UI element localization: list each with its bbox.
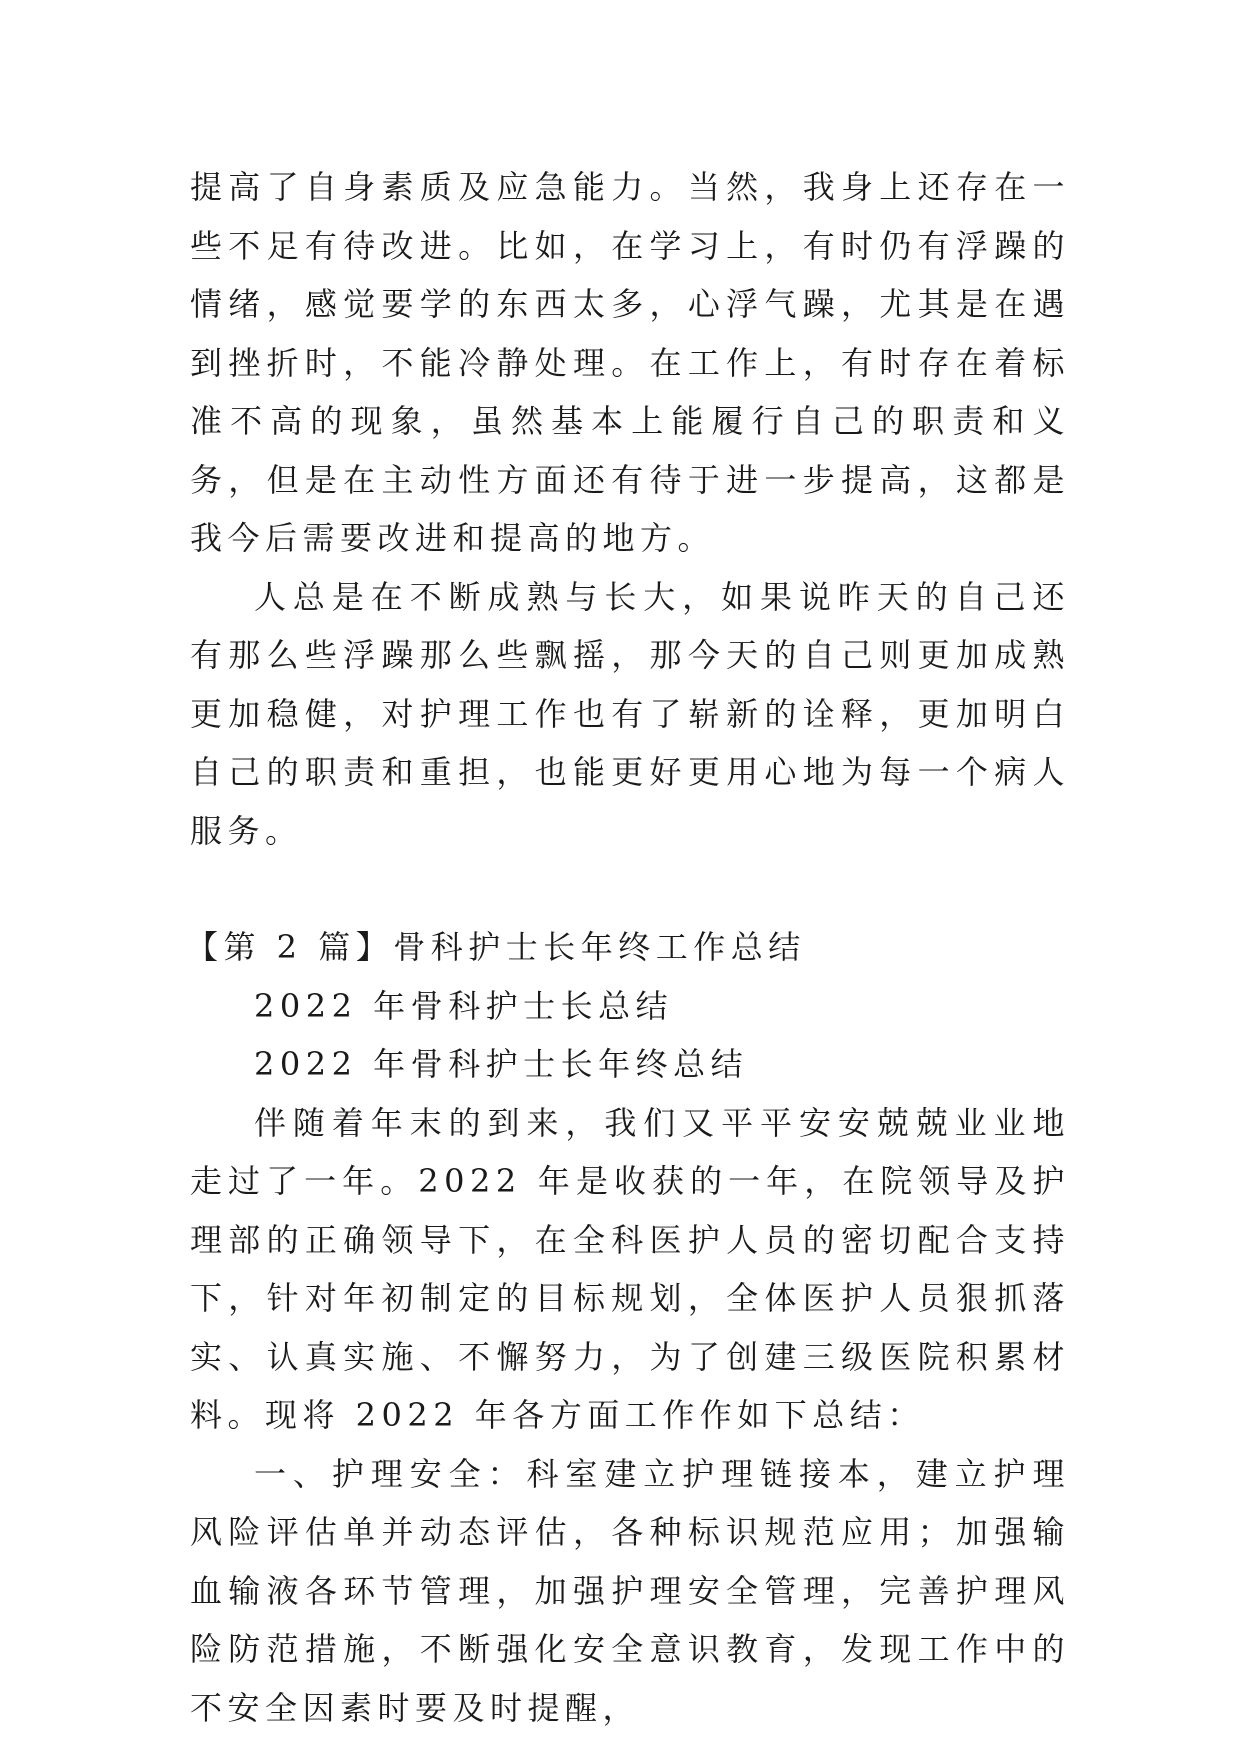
article-subtitle-1: 2022 年骨科护士长总结	[254, 986, 674, 1025]
paragraph-continuation: 提高了自身素质及应急能力。当然，我身上还存在一些不足有待改进。比如，在学习上，有时仍有浮躁的情绪，感觉要学的东西太多，心浮气躁，尤其是在遇到挫折时，不能冷静处理。在工作上，有时存在着标准不高的现象，虽然基本上能履行自己的职责和义务，但是在主动性方面还有待于进一步提高，这都是我今后需要改进和提高的地方。	[190, 168, 1070, 557]
section-spacer	[190, 860, 1070, 918]
paragraph-nursing-safety: 一、护理安全：科室建立护理链接本，建立护理风险评估单并动态评估，各种标识规范应用；加强输血输液各环节管理，加强护理安全管理，完善护理风险防范措施，不断强化安全意识教育，发现工作中的不安全因素时要及时提醒，	[190, 1454, 1070, 1727]
paragraph-introduction: 伴随着年末的到来，我们又平平安安兢兢业业地走过了一年。2022 年是收获的一年，在院领导及护理部的正确领导下，在全科医护人员的密切配合支持下，针对年初制定的目标规划，全体医护人员狠抓落实、认真实施、不懈努力，为了创建三级医院积累材料。现将 2022 年各方面工作作如下总结：	[190, 1103, 1070, 1434]
document-body	[186, 158, 1070, 1737]
article-subtitle-2: 2022 年骨科护士长年终总结	[254, 1045, 749, 1083]
article-heading: 【第 2 篇】骨科护士长年终工作总结	[186, 928, 806, 966]
paragraph-maturity: 人总是在不断成熟与长大，如果说昨天的自己还有那么些浮躁那么些飘摇，那今天的自己则更加成熟更加稳健，对护理工作也有了崭新的诠释，更加明白自己的职责和重担，也能更好更用心地为每一个病人服务。	[190, 577, 1070, 850]
